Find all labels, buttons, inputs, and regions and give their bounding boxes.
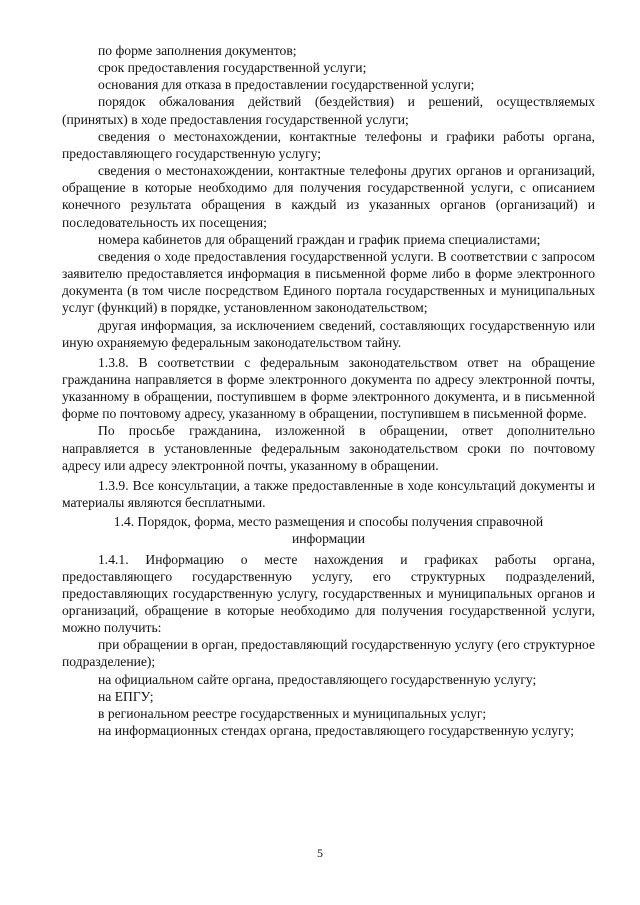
- section-heading: 1.4. Порядок, форма, место размещения и способы получения справочной информации: [113, 514, 544, 547]
- paragraph: порядок обжалования действий (бездействия) и решений, осуществляемых (принятых) в ходе предоставления государственной услуги;: [62, 94, 595, 127]
- page-number: 5: [317, 846, 323, 860]
- paragraph: 1.4.1. Информацию о месте нахождения и графиках работы органа, предоставляющего государственную услугу, его структурных подразделений, предоставляющих государственную услугу, государственных и муниципальных органов и организаций, обращение в которые необходимо для получения государственной услуги, можно получить:: [62, 551, 595, 636]
- paragraph: сведения о ходе предоставления государственной услуги. В соответствии с запросом заявителю предоставляется информация в письменной форме либо в форме электронного документа (в том числе посредством Единого портала государственных и муниципальных услуг (функций) в порядке, установленном законодательством;: [62, 248, 595, 316]
- paragraph: на информационных стендах органа, предоставляющего государственную услугу;: [98, 723, 575, 739]
- paragraph: сведения о местонахождении, контактные телефоны других органов и организаций, обращение в которые необходимо для получения государственной услуги, с описанием конечного результата обращения в каждый из указанных органов (организаций) и последовательность их посещения;: [62, 163, 595, 230]
- paragraph: срок предоставления государственной услуги;: [98, 60, 367, 76]
- page-body: [62, 42, 595, 739]
- paragraph: другая информация, за исключением сведений, составляющих государственную или иную охраняемую федеральным законодательством тайну.: [62, 317, 595, 350]
- paragraph: 1.3.9. Все консультации, а также предоставленные в ходе консультаций документы и материалы являются бесплатными.: [62, 477, 595, 511]
- paragraph: в региональном реестре государственных и муниципальных услуг;: [98, 705, 487, 721]
- paragraph: на официальном сайте органа, предоставляющего государственную услугу;: [98, 671, 537, 687]
- paragraph: при обращении в орган, предоставляющий государственную услугу (его структурное подразделение);: [62, 637, 595, 670]
- paragraph: По просьбе гражданина, изложенной в обращении, ответ дополнительно направляется в установленные федеральным законодательством сроки по почтовому адресу или адресу электронной почты, указанному в обращении.: [62, 423, 595, 473]
- paragraph: по форме заполнения документов;: [98, 43, 297, 58]
- paragraph: основания для отказа в предоставлении государственной услуги;: [98, 77, 475, 93]
- paragraph: номера кабинетов для обращений граждан и график приема специалистами;: [98, 231, 541, 247]
- paragraph: сведения о местонахождении, контактные телефоны и графики работы органа, предоставляющего государственную услугу;: [62, 128, 595, 161]
- paragraph: на ЕПГУ;: [98, 688, 154, 704]
- paragraph: 1.3.8. В соответствии с федеральным законодательством ответ на обращение гражданина направляется в форме электронного документа по адресу электронной почты, указанному в обращении, поступившем в форме электронного документа, и в письменной форме по почтовому адресу, указанному в обращении, поступившем в письменной форме.: [62, 354, 595, 422]
